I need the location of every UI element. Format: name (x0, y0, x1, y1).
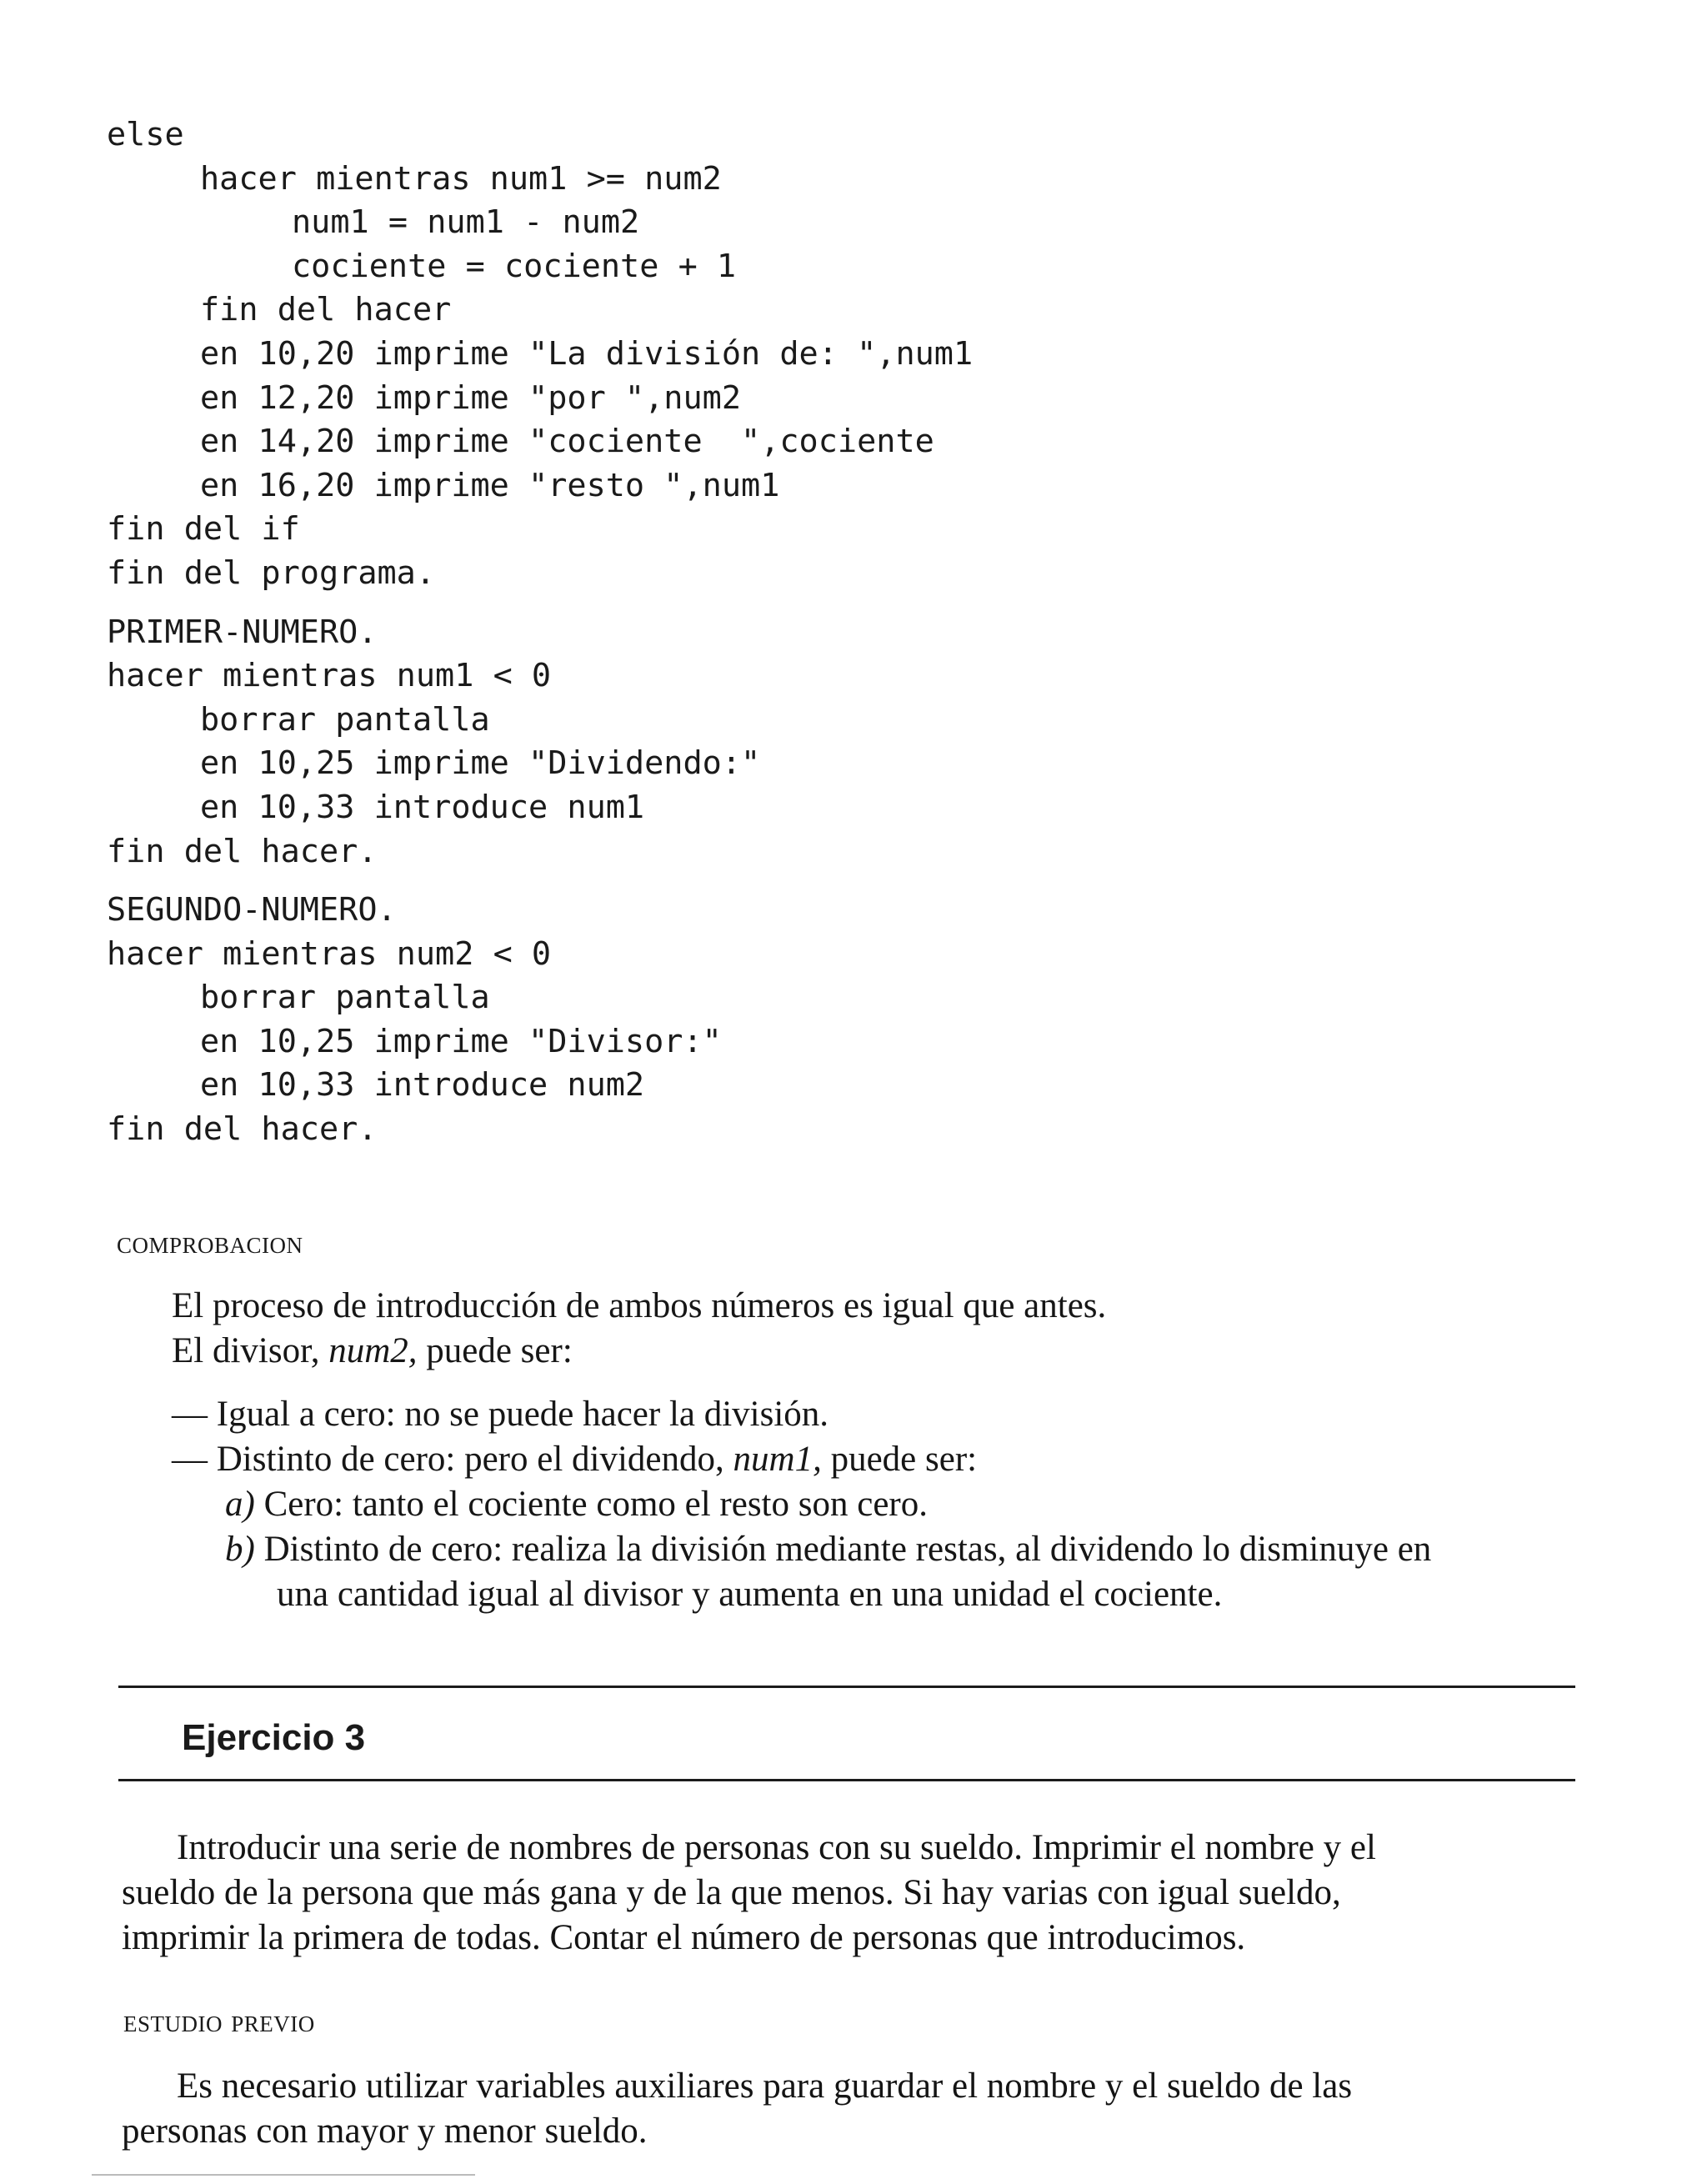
code-line: fin del programa. (107, 554, 436, 592)
code-line: en 10,25 imprime "Divisor:" (200, 1022, 722, 1060)
exercise-line-2: sueldo de la persona que más gana y de la que menos. Si hay varias con igual sueldo, (122, 1873, 1341, 1912)
code-line: hacer mientras num2 < 0 (107, 934, 552, 973)
item-a-label: a) (225, 1485, 255, 1524)
code-line: borrar pantalla (200, 979, 490, 1017)
code-line: en 16,20 imprime "resto ",num1 (200, 466, 780, 504)
estudio-paragraph (122, 2064, 1580, 2154)
code-line: fin del hacer. (107, 1110, 378, 1149)
code-line: PRIMER-NUMERO. (107, 613, 378, 651)
estudio-line-2: personas con mayor y menor sueldo. (122, 2111, 648, 2151)
code-line: fin del hacer (200, 291, 452, 329)
rule-top (118, 1686, 1575, 1688)
item-b-continuation: una cantidad igual al divisor y aumenta en una unidad el cociente. (277, 1575, 1223, 1614)
code-line: en 14,20 imprime "cociente ",cociente (200, 423, 934, 461)
bullet-igual-a-cero: — Igual a cero: no se puede hacer la división. (172, 1395, 829, 1434)
code-line: fin del if (107, 510, 300, 549)
pseudocode-block (107, 113, 973, 1152)
exercise-statement (122, 1826, 1580, 1961)
exercise-title: Ejercicio 3 (182, 1717, 366, 1758)
exercise-line-1: Introducir una serie de nombres de personas con su sueldo. Imprimir el nombre y el (177, 1828, 1376, 1867)
rule-bottom (118, 1779, 1575, 1781)
code-line: hacer mientras num1 < 0 (107, 657, 552, 695)
bullet-distinto-de-cero: — Distinto de cero: pero el dividendo, num1, puede ser: (172, 1440, 978, 1479)
code-line: en 10,20 imprime "La división de: ",num1 (200, 334, 974, 373)
code-line: fin del hacer. (107, 832, 378, 870)
comprobacion-line-2: El divisor, num2, puede ser: (172, 1331, 573, 1370)
code-line: en 10,25 imprime "Dividendo:" (200, 744, 761, 783)
code-line: else (107, 116, 184, 153)
code-line: en 10,33 introduce num2 (200, 1066, 645, 1105)
item-a: a) Cero: tanto el cociente como el resto son cero. (225, 1485, 928, 1524)
code-line: en 12,20 imprime "por ",num2 (200, 378, 742, 417)
comprobacion-line-1: El proceso de introducción de ambos números es igual que antes. (172, 1286, 1107, 1325)
section-heading-estudio-previo: estudio previo (123, 2003, 315, 2039)
item-b: b) Distinto de cero: realiza la división mediante restas, al dividendo lo disminuye en (225, 1530, 1432, 1569)
code-line: borrar pantalla (200, 700, 490, 739)
code-line: SEGUNDO-NUMERO. (107, 891, 397, 929)
code-line: en 10,33 introduce num1 (200, 788, 645, 826)
cut-off-line (92, 2174, 475, 2176)
item-b-label: b) (225, 1530, 255, 1569)
exercise-line-3: imprimir la primera de todas. Contar el número de personas que introducimos. (122, 1918, 1246, 1957)
code-line: hacer mientras num1 >= num2 (200, 159, 722, 198)
section-heading-comprobacion: comprobacion (117, 1225, 303, 1260)
estudio-line-1: Es necesario utilizar variables auxiliares para guardar el nombre y el sueldo de las (177, 2066, 1353, 2106)
code-line: num1 = num1 - num2 (292, 203, 640, 242)
code-line: cociente = cociente + 1 (292, 247, 737, 285)
